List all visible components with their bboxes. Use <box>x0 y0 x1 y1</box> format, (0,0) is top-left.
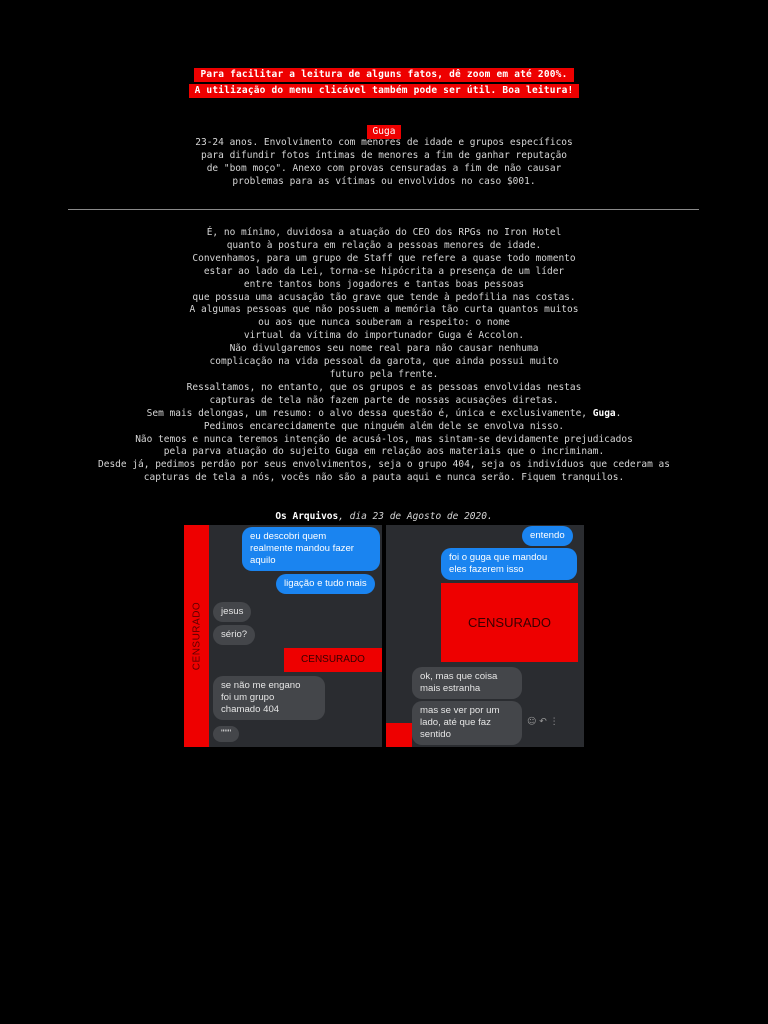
statement-text: É, no mínimo, duvidosa a atuação do CEO dos RPGs no Iron Hotel quanto à postura em relação a pessoas menores de idade. Convenhamos, para um grupo de Staff que refere a quase todo momento estar ao lado da Lei, torna-se hipócrita a presença de um líder entre tantos bons jogadores e tantas boas pessoas que possua uma acusação tão grave que tende à pedofilia nas costas. A algumas pessoas que não possuem a memória tão curta quantos muitos ou aos que nunca souberam a respeito: o nome virtual da vítima do importunador Guga é Accolon. Não divulgaremos seu nome real para não causar nenhuma complicação na vida pessoal da garota, que ainda possui muito futuro pela frente. Ressaltamos, no entanto, que os grupos e as pessoas envolvidas nestas capturas de tela não fazem parte de nossas acusações diretas. Sem mais delongas, um resumo: o alvo dessa questão é, única e exclusivamente, <box>146 227 588 419</box>
menu-banner-text: A utilização do menu clicável também pode ser útil. Boa leitura! <box>189 84 580 98</box>
subject-tag <box>0 119 768 139</box>
censored-sidebar-label: CENSURADO <box>191 601 202 671</box>
statement-body <box>0 227 768 485</box>
statement-emphasis: Guga <box>592 407 616 419</box>
section-divider <box>68 209 699 210</box>
censored-corner <box>386 723 412 747</box>
archive-date: , dia 23 de Agosto de 2020. <box>338 511 493 522</box>
zoom-banner-text: Para facilitar a leitura de alguns fatos, dê zoom em até 200%. <box>194 68 573 82</box>
menu-banner <box>0 78 768 98</box>
chat-message: ok, mas que coisa mais estranha <box>412 667 522 699</box>
censored-sidebar <box>184 525 209 747</box>
statement-text-end: . Pedimos encarecidamente que ninguém além dele se envolva nisso. Não temos e nunca teremos intenção de acusá-los, mas sintam-se devidamente prejudicados pela parva atuação do sujeito Guga em relação aos materiais que o incriminam. Desde já, pedimos perdão por seus envolvimentos, seja o grupo 404, seja os indivíduos que cederam as capturas de tela a nós, vocês não são a pauta aqui e nunca serão. Fiquem tranquilos. <box>98 407 670 484</box>
message-actions: ☺ ↶ ⋮ <box>527 717 559 727</box>
chat-message: ligação e tudo mais <box>276 574 375 594</box>
chat-message: mas se ver por um lado, até que faz sentido <box>412 701 522 745</box>
chat-message: jesus <box>213 602 251 622</box>
archive-label: Os Arquivos <box>275 511 339 522</box>
chat-message: entendo <box>522 526 573 546</box>
archive-caption <box>0 511 768 522</box>
chat-message: eu descobri quem realmente mandou fazer aquilo <box>242 527 380 571</box>
typing-indicator: """ <box>213 726 239 742</box>
subject-tag-label: Guga <box>367 125 402 139</box>
chat-screenshot-a <box>184 525 382 747</box>
subject-summary: 23-24 anos. Envolvimento com menores de idade e grupos específicos para difundir fotos íntimas de menores a fim de ganhar reputação de "bom moço". Anexo com provas censuradas a fim de não causar problemas para as vítimas ou envolvidos no caso $001. <box>195 137 573 187</box>
chat-message: foi o guga que mandou eles fazerem isso <box>441 548 577 580</box>
chat-message: sério? <box>213 625 255 645</box>
chat-message: se não me engano foi um grupo chamado 404 <box>213 676 325 720</box>
chat-screenshot-b <box>386 525 584 747</box>
censored-block: CENSURADO <box>284 648 382 672</box>
censored-block: CENSURADO <box>441 583 578 662</box>
